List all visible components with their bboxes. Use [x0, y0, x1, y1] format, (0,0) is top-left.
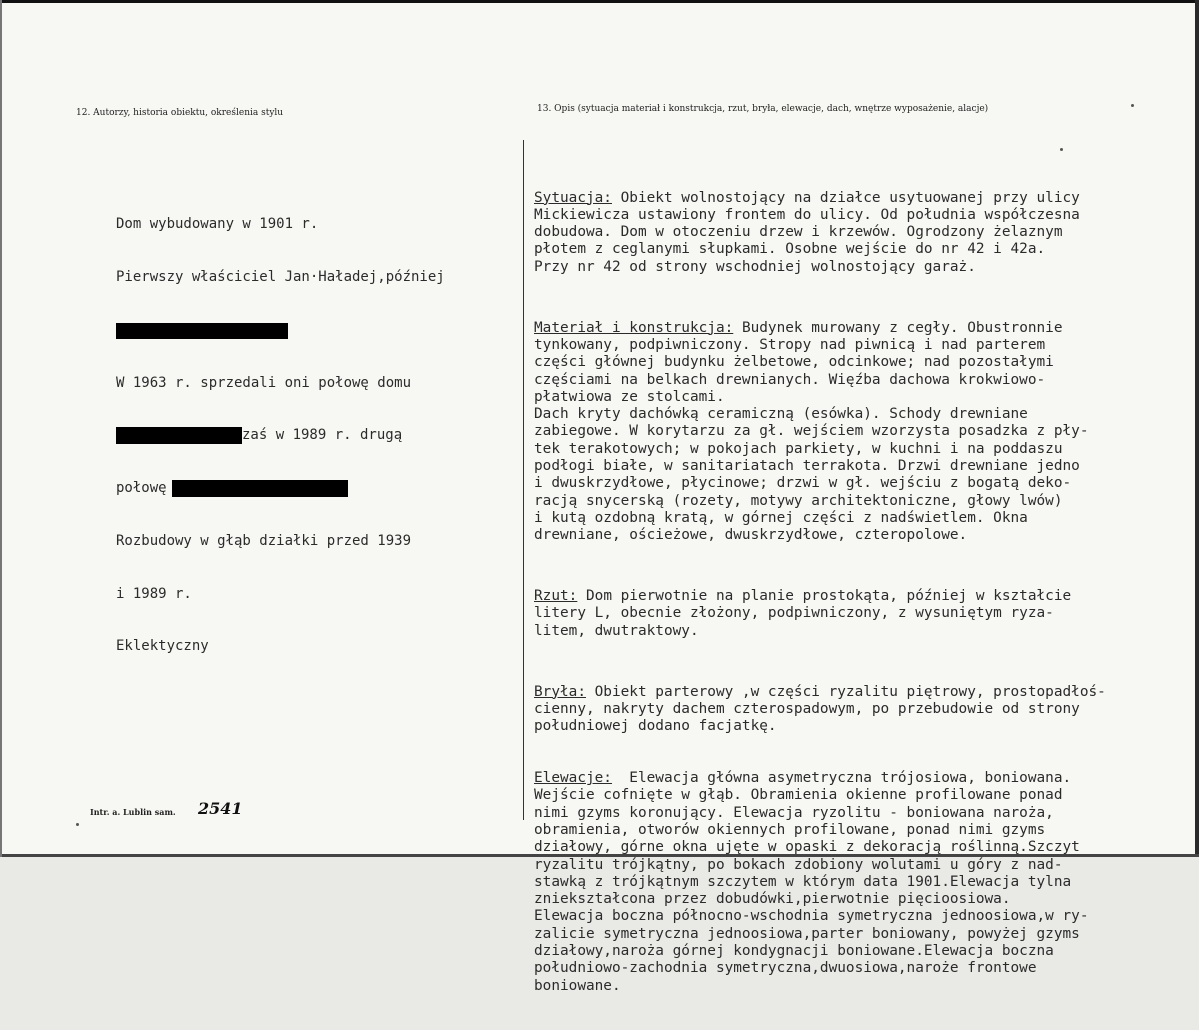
history-line: Rozbudowy w głąb działki przed 1939 — [116, 532, 412, 549]
section-heading: Rzut: — [534, 588, 578, 605]
description-text: dobudowa. Dom w otoczeniu drzew i krzewów. Ogrodzony żelaznym — [534, 224, 1063, 241]
description-text: tynkowany, podpiwniczony. Stropy nad piwnicą i nad parterem — [534, 336, 1046, 353]
description-text: Mickiewicza ustawiony frontem do ulicy. Od południa współczesna — [534, 206, 1080, 223]
description-text: i kutą ozdobną kratą, w górnej części z nadświetlem. Okna — [534, 509, 1028, 526]
history-line-mixed — [116, 427, 445, 445]
history-line: Dom wybudowany w 1901 r. — [116, 216, 319, 233]
description-line — [534, 493, 1106, 510]
description-text: płotem z ceglanymi słupkami. Osobne wejście do nr 42 i 42a. — [534, 241, 1046, 258]
handwritten-number: 2541 — [198, 799, 243, 818]
section-heading: Materiał i konstrukcja: — [534, 319, 734, 336]
description-line — [534, 684, 1106, 701]
description-text: nimi gzyms koronujący. Elewacja ryzolitu - boniowana naroża, — [534, 804, 1054, 821]
description-text: płatwiowa ze stolcami. — [534, 388, 725, 405]
description-text: Obiekt wolnostojący na działce usytuowanej przy ulicy — [611, 189, 1080, 206]
description-text: Dach kryty dachówką ceramiczną (esówka). Schody drewniane — [534, 406, 1028, 423]
description-text: podłogi białe, w sanitariatach terrakota. Drzwi drewniane jedno — [534, 458, 1080, 475]
description-line — [534, 190, 1106, 207]
description-line — [534, 822, 1106, 839]
description-text: drewniane, ościeżowe, dwuskrzydłowe, czteropolowe. — [534, 527, 968, 544]
description-line — [534, 241, 1106, 258]
history-line: Eklektyczny — [116, 638, 209, 655]
section-rzut — [534, 588, 1106, 640]
description-line — [534, 770, 1106, 787]
description-text: i dwuskrzydłowe, płycinowe; drzwi w gł. wejściu z bogatą deko- — [534, 475, 1072, 492]
description-line — [534, 406, 1106, 423]
description-line — [534, 839, 1106, 856]
description-line — [534, 207, 1106, 224]
description-text: południowo-zachodnia symetryczna,dwuosiowa,naroże frontowe — [534, 960, 1037, 977]
column-divider — [523, 140, 524, 820]
description-text: Budynek murowany z cegły. Obustronnie — [733, 319, 1063, 336]
redaction-bar — [116, 323, 288, 339]
section-heading: Elewacje: — [534, 770, 612, 787]
description-text: tek terakotowych; w pokojach parkiety, w kuchni i na poddaszu — [534, 440, 1063, 457]
section-sytuacja — [534, 190, 1106, 276]
description-text: działowy,naroża górnej kondygnacji boniowane.Elewacja boczna — [534, 943, 1054, 960]
description-line — [534, 701, 1106, 718]
description-line — [534, 475, 1106, 492]
section-header-13: 13. Opis (sytuacja materiał i konstrukcja, rzut, bryła, elewacje, dach, wnętrze wyposażenie, alacje) — [537, 104, 989, 114]
description-line — [534, 926, 1106, 943]
description-text: boniowane. — [534, 977, 621, 994]
stamp-text: Intr. a. Lublin sam. — [90, 807, 176, 817]
description-line — [534, 874, 1106, 891]
description-line — [534, 805, 1106, 822]
description-line — [534, 978, 1106, 995]
page-edge-right — [1195, 0, 1199, 857]
archive-stamp — [90, 807, 176, 817]
description-line — [534, 623, 1106, 640]
description-line — [534, 320, 1106, 337]
paper-speck — [1131, 104, 1134, 107]
description-line — [534, 389, 1106, 406]
description-line — [534, 259, 1106, 276]
redaction-bar — [116, 427, 242, 444]
history-line: i 1989 r. — [116, 585, 192, 602]
description-line — [534, 943, 1106, 960]
description-text: ryzalitu trójkątny, po bokach zdobiony wolutami u góry z nad- — [534, 856, 1063, 873]
description-text: działowy, górne okna ujęte w opaski z dekoracją roślinną.Szczyt — [534, 839, 1080, 856]
description-line — [534, 224, 1106, 241]
description-text: Obiekt parterowy ,w części ryzalitu piętrowy, prostopadłoś- — [585, 683, 1106, 700]
description-text: stawką z trójkątnym szczytem w którym data 1901.Elewacja tylna — [534, 873, 1072, 890]
description-line — [534, 510, 1106, 527]
description-line — [534, 441, 1106, 458]
description-text: litem, dwutraktowy. — [534, 622, 699, 639]
paper-speck — [76, 823, 79, 826]
description-line — [534, 423, 1106, 440]
description-line — [534, 337, 1106, 354]
description-text: zniekształcona przez dobudówki,pierwotnie pięcioosiowa. — [534, 891, 1011, 908]
section-header-12: 12. Autorzy, historia obiektu, określenia stylu — [76, 108, 284, 118]
history-line: Pierwszy właściciel Jan·Haładej,później — [116, 268, 445, 285]
description-text: Elewacja boczna północno-wschodnia symetryczna jednoosiowa,w ry- — [534, 908, 1089, 925]
description-column — [534, 155, 1106, 1030]
description-text: cienny, nakryty dachem czterospadowym, po przebudowie od strony — [534, 700, 1080, 717]
section-heading: Bryła: — [534, 683, 586, 700]
history-line: W 1963 r. sprzedali oni połowę domu — [116, 374, 412, 391]
description-line — [534, 527, 1106, 544]
description-text: części głównej budynku żelbetowe, odcinkowe; nad pozostałymi — [534, 354, 1054, 371]
description-text: częściami na belkach drewnianych. Więźba dachowa krokwiowo- — [534, 371, 1046, 388]
history-column — [116, 181, 445, 691]
redaction-bar — [172, 480, 348, 497]
section-material — [534, 320, 1106, 545]
page-edge-top — [0, 0, 1199, 3]
section-heading: Sytuacja: — [534, 189, 612, 206]
description-text: Dom pierwotnie na planie prostokąta, później w kształcie — [577, 588, 1072, 605]
description-line — [534, 857, 1106, 874]
description-line — [534, 588, 1106, 605]
description-line — [534, 960, 1106, 977]
history-text: połowę — [116, 480, 167, 497]
description-text: zabiegowe. W korytarzu za gł. wejściem wzorzysta posadzka z pły- — [534, 423, 1089, 440]
description-text: Elewacja główna asymetryczna trójosiowa, boniowana. — [611, 770, 1072, 787]
description-text: racją snycerską (rozety, motywy architektoniczne, głowy lwów) — [534, 492, 1063, 509]
description-text: Przy nr 42 od strony wschodniej wolnostojący garaż. — [534, 258, 976, 275]
description-line — [534, 605, 1106, 622]
description-line — [534, 372, 1106, 389]
description-line — [534, 458, 1106, 475]
description-text: litery L, obecnie złożony, podpiwniczony, z wysuniętym ryza- — [534, 605, 1054, 622]
paper-speck — [1060, 148, 1063, 151]
description-line — [534, 354, 1106, 371]
description-line — [534, 787, 1106, 804]
history-line-mixed — [116, 480, 445, 498]
description-line — [534, 908, 1106, 925]
description-text: obramienia, otworów okiennych profilowane, ponad nimi gzyms — [534, 821, 1046, 838]
history-text: zaś w 1989 r. drugą — [242, 427, 403, 444]
page-edge-left — [0, 0, 2, 857]
description-line — [534, 891, 1106, 908]
description-text: Wejście cofnięte w głąb. Obramienia okienne profilowane ponad — [534, 787, 1063, 804]
description-text: zalicie symetryczna jednoosiowa,parter boniowany, powyżej gzyms — [534, 925, 1080, 942]
section-elewacje — [534, 770, 1106, 995]
history-line-redacted — [116, 322, 445, 340]
description-line — [534, 718, 1106, 735]
section-bryla — [534, 684, 1106, 736]
description-text: południowej dodano facjatkę. — [534, 718, 777, 735]
